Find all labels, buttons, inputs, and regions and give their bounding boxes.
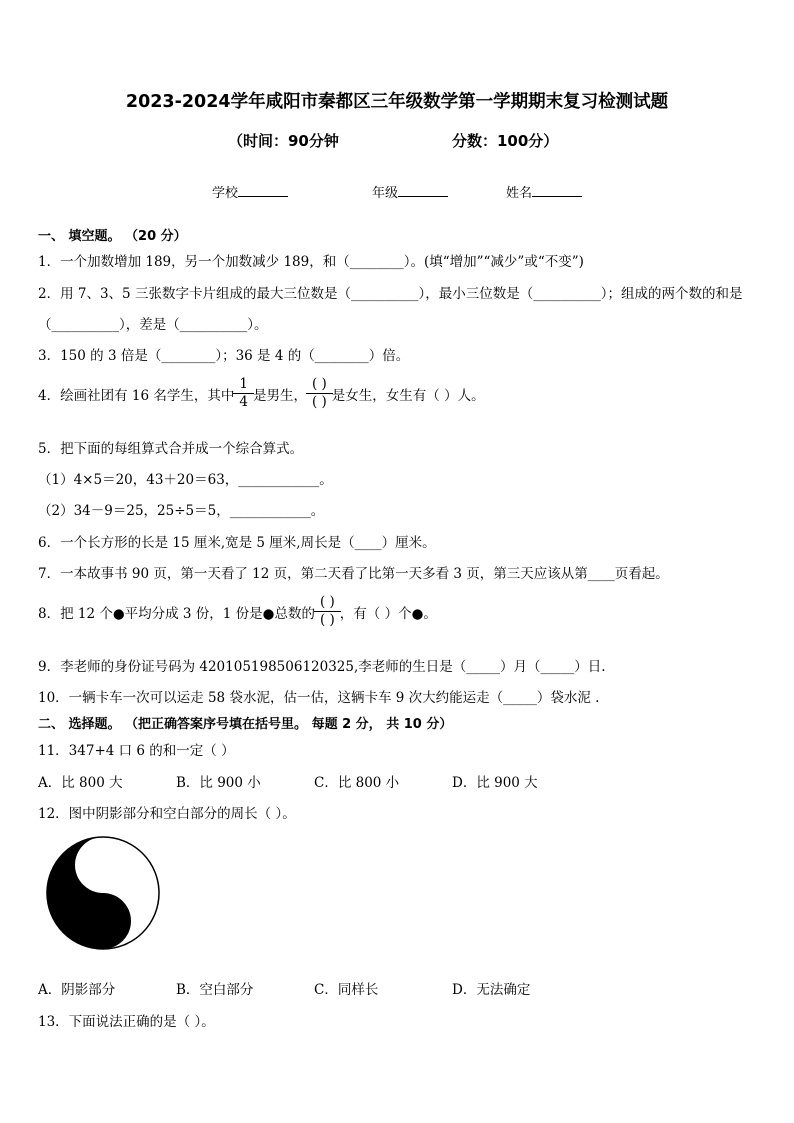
question-4 <box>38 376 485 411</box>
question-5-part-2: （2）34－9＝25，25÷5＝5，____________。 <box>38 503 325 519</box>
question-10: 10．一辆卡车一次可以运走 58 袋水泥，估一估，这辆卡车 9 次大约能运走（_____）袋水泥 . <box>38 690 600 706</box>
question-12-option-b[interactable]: B．空白部分 <box>176 982 254 998</box>
name-label: 姓名 <box>506 186 533 201</box>
question-2-line-1: 2．用 7、3、5 三张数字卡片组成的最大三位数是（__________），最小三位数是（__________）；组成的两个数的和是 <box>38 286 743 302</box>
school-label: 学校 <box>212 186 239 201</box>
section-2-heading: 二、 选择题。 （把正确答案序号填在括号里。 每题 2 分， 共 10 分） <box>38 717 453 732</box>
question-8-prefix: 8．把 12 个●平均分成 3 份，1 份是●总数的 <box>38 605 315 622</box>
question-11-option-d[interactable]: D．比 900 大 <box>452 775 538 791</box>
school-blank[interactable] <box>238 182 288 197</box>
fraction-blank-denominator: ( ) <box>319 612 335 628</box>
fraction-blank-denominator: ( ) <box>311 394 327 410</box>
circle-figure <box>44 834 162 952</box>
question-4-prefix: 4．绘画社团有 16 名学生，其中 <box>38 387 235 404</box>
question-5: 5．把下面的每组算式合并成一个综合算式。 <box>38 441 304 457</box>
exam-score: 分数：100分） <box>452 132 559 150</box>
question-12: 12．图中阴影部分和空白部分的周长（ ）。 <box>38 806 296 822</box>
question-7: 7．一本故事书 90 页，第一天看了 12 页，第二天看了比第一天多看 3 页，第三天应该从第____页看起。 <box>38 566 669 582</box>
question-12-option-d[interactable]: D．无法确定 <box>452 982 531 998</box>
name-blank[interactable] <box>532 182 582 197</box>
question-6: 6．一个长方形的长是 15 厘米,宽是 5 厘米,周长是（____）厘米。 <box>38 535 436 551</box>
shaded-region <box>47 837 131 949</box>
fraction-denominator: 4 <box>239 394 248 410</box>
name-field <box>506 182 582 201</box>
question-11-option-b[interactable]: B．比 900 小 <box>176 775 261 791</box>
fraction-numerator: 1 <box>239 376 248 392</box>
fraction-blank-numerator: ( ) <box>319 594 335 610</box>
fraction-blank[interactable] <box>317 594 338 629</box>
exam-time: （时间：90分钟 <box>228 132 339 150</box>
grade-blank[interactable] <box>398 182 448 197</box>
fraction-blank[interactable] <box>309 376 330 411</box>
question-8 <box>38 594 437 629</box>
question-8-suffix: ，有（ ）个●。 <box>339 605 437 622</box>
question-11-option-a[interactable]: A．比 800 大 <box>38 775 123 791</box>
question-9: 9．李老师的身份证号码为 420105198506120325,李老师的生日是（_____）月（_____）日. <box>38 659 606 675</box>
grade-field <box>372 182 448 201</box>
question-4-suffix: 是女生，女生有（ ）人。 <box>331 387 485 404</box>
question-3: 3．150 的 3 倍是（________）；36 是 4 的（________）倍。 <box>38 348 410 364</box>
grade-label: 年级 <box>372 186 399 201</box>
school-field <box>212 182 288 201</box>
section-1-heading: 一、 填空题。 （20 分） <box>38 229 187 244</box>
question-4-mid: 是男生， <box>252 387 307 404</box>
question-2-line-2: （__________），差是（__________）。 <box>38 317 268 333</box>
question-13: 13．下面说法正确的是（ ）。 <box>38 1014 215 1030</box>
question-11: 11．347+4 口 6 的和一定（ ） <box>38 743 235 759</box>
question-11-option-c[interactable]: C．比 800 小 <box>314 775 400 791</box>
page-title: 2023-2024学年咸阳市秦都区三年级数学第一学期期末复习检测试题 <box>125 92 669 112</box>
question-5-part-1: （1）4×5＝20，43＋20＝63，____________。 <box>38 472 333 488</box>
fraction-one-quarter <box>236 376 251 411</box>
question-12-option-a[interactable]: A．阴影部分 <box>38 982 116 998</box>
question-12-option-c[interactable]: C．同样长 <box>314 982 379 998</box>
fraction-blank-numerator: ( ) <box>311 376 327 392</box>
question-1: 1．一个加数增加 189，另一个加数减少 189，和（________）。(填“增加”“减少”或“不变”) <box>38 254 584 270</box>
